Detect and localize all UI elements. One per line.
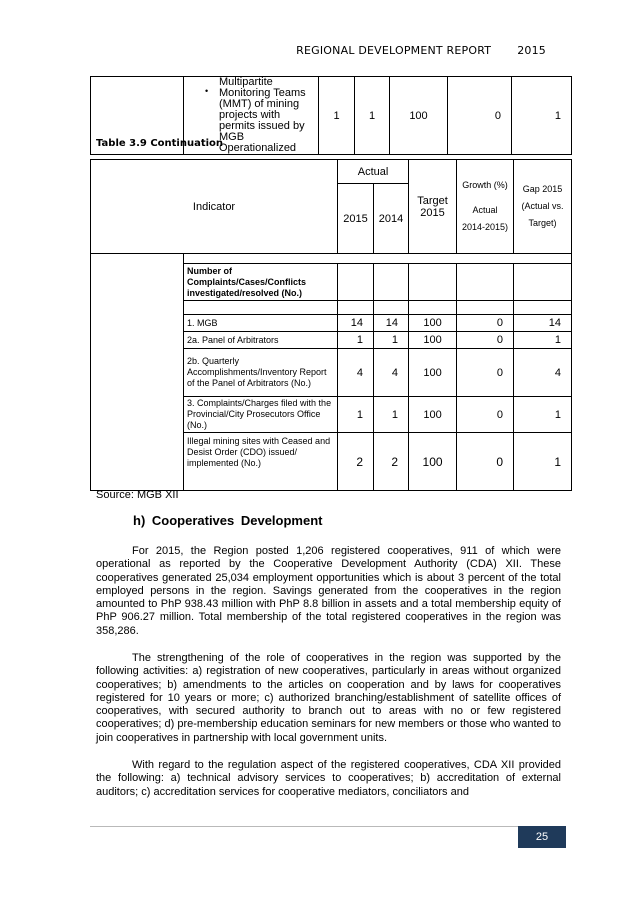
table-source: Source: MGB XII (96, 489, 179, 501)
group-heading: Number of Complaints/Cases/Conflicts investigated/resolved (No.) (184, 264, 338, 301)
gap-cell: 1 (512, 77, 572, 155)
paragraph: The strengthening of the role of cooperatives in the region was supported by the following activities: a) registration of new cooperatives, particularly in areas without organized cooperatives; b) amendments to the articles on cooperation and by laws for cooperatives registered for 10 years or more; c) authorized branching/establishment of satellite offices of cooperatives, with secured authority to branch out to areas with no or few registered cooperatives; d) pre-membership education seminars for new members or those who wanted to join cooperatives in partnership with local government units. (96, 652, 561, 744)
gap-header: Gap 2015 (Actual vs. Target) (514, 160, 572, 254)
table-row: 2b. Quarterly Accomplishments/Inventory Report of the Panel of Arbitrators (No.) 4 4 100 0 4 (91, 349, 572, 397)
target-header: Target 2015 (409, 160, 457, 254)
paragraph: With regard to the regulation aspect of the registered cooperatives, CDA XII provided the following: a) technical advisory services to cooperatives; b) accreditation of external auditors; c) accreditation services for cooperative mediators, conciliators and (96, 759, 561, 798)
actual-2015-cell: 1 (319, 77, 355, 155)
row-label: 1. MGB (184, 315, 338, 332)
row-label: 2b. Quarterly Accomplishments/Inventory Report of the Panel of Arbitrators (No.) (184, 349, 338, 397)
row-label: Illegal mining sites with Ceased and Desist Order (CDO) issued/ implemented (No.) (184, 433, 338, 491)
table-caption: Table 3.9 Continuation (96, 138, 224, 149)
indicator-header: Indicator (91, 160, 338, 254)
table-row: 2a. Panel of Arbitrators 1 1 100 0 1 (91, 332, 572, 349)
indicator-cell: • Multipartite Monitoring Teams (MMT) of mining projects with permits issued by MGB Operationalized (184, 77, 319, 155)
row-label: 2a. Panel of Arbitrators (184, 332, 338, 349)
footer-divider (90, 826, 566, 827)
spacer-cell (184, 254, 572, 264)
year-2014-header: 2014 (374, 184, 409, 254)
target-cell: 100 (390, 77, 448, 155)
spacer-row (91, 254, 572, 264)
growth-header: Growth (%) Actual 2014-2015) (457, 160, 514, 254)
table-row: Illegal mining sites with Ceased and Desist Order (CDO) issued/ implemented (No.) 2 2 100 0 1 (91, 433, 572, 491)
report-year: 2015 (517, 44, 546, 57)
paragraph: For 2015, the Region posted 1,206 registered cooperatives, 911 of which were operational as reported by the Cooperative Development Authority (CDA) XII. These cooperatives generated 25,034 employment opportunities which is about 3 percent of the total employed persons in the region. Savings generated from the cooperatives in the region amounted to PhP 938.43 million with PhP 8.8 billion in assets and a total membership equity of PhP 906.27 million. Total membership of the total registered cooperatives in the region was 358,286. (96, 545, 561, 637)
indicator-table (90, 159, 572, 491)
report-title: REGIONAL DEVELOPMENT REPORT (296, 44, 492, 57)
page-number: 25 (518, 826, 566, 848)
section-title: h) Cooperatives Development (133, 513, 323, 528)
header-row (91, 160, 572, 184)
growth-cell: 0 (448, 77, 512, 155)
table-row: 3. Complaints/Charges filed with the Provincial/City Prosecutors Office (No.) 1 1 100 0 1 (91, 397, 572, 433)
year-2015-header: 2015 (338, 184, 374, 254)
running-header (296, 44, 546, 57)
row-label: 3. Complaints/Charges filed with the Provincial/City Prosecutors Office (No.) (184, 397, 338, 433)
table-row: 1. MGB 14 14 100 0 14 (91, 315, 572, 332)
bullet-icon: • (205, 86, 209, 96)
actual-header: Actual (338, 160, 409, 184)
actual-2014-cell: 1 (355, 77, 390, 155)
empty-cell (91, 254, 184, 491)
